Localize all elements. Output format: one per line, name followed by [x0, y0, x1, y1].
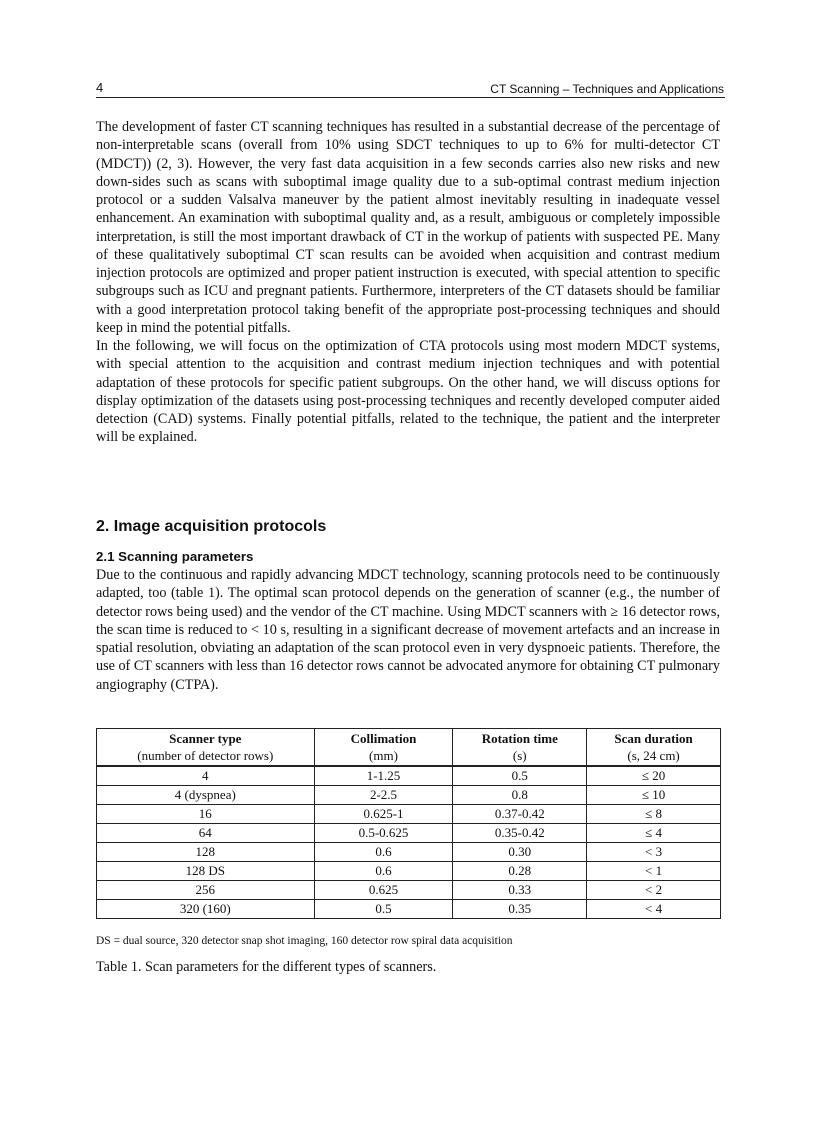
intro-paragraph-2: In the following, we will focus on the optimization of CTA protocols using most modern MDCT systems, with special attention to the acquisition and contrast medium injection techniques and with potential adaptation of these protocols for specific patient subgroups. On the other hand, we will discuss options for display optimization of the datasets using post-processing techniques and recently developed computer aided detection (CAD) systems. Finally potential pitfalls, related to the technique, the patient and the interpreter will be explained. — [96, 338, 720, 446]
table-cell: ≤ 20 — [587, 766, 721, 786]
table-row — [97, 824, 721, 843]
table-cell: 0.37-0.42 — [453, 805, 587, 824]
page-number: 4 — [96, 80, 104, 95]
table-cell: 0.35-0.42 — [453, 824, 587, 843]
table-cell: 128 — [97, 843, 315, 862]
table-cell: 64 — [97, 824, 315, 843]
table-cell: 1-1.25 — [314, 766, 453, 786]
table-cell: 320 (160) — [97, 900, 315, 919]
table-caption: Table 1. Scan parameters for the different types of scanners. — [96, 959, 437, 975]
table-cell: 0.5 — [314, 900, 453, 919]
table-row — [97, 843, 721, 862]
table-row — [97, 786, 721, 805]
header-unit: (number of detector rows) — [137, 748, 274, 763]
table-header-row — [97, 729, 721, 767]
section-heading: 2. Image acquisition protocols — [96, 518, 327, 535]
intro-paragraph-1: The development of faster CT scanning techniques has resulted in a substantial decrease of the percentage of non-interpretable scans (overall from 10% using SDCT techniques to up to 6% for multi-detector CT (MDCT)) (2, 3). However, the very fast data acquisition in a few seconds carries also new risks and new down-sides such as scans with suboptimal image quality due to a sub-optimal contrast medium injection protocol or a sudden Valsalva maneuver by the patient almost inevitably resulting in inadequate vessel enhancement. An examination with suboptimal quality and, as a result, ambiguous or completely impossible interpretation, is still the most important drawback of CT in the workup of patients with suspected PE. Many of these qualitatively suboptimal CT scan results can be avoided when acquisition and contrast medium injection protocols are optimized and proper patient instruction is executed, with special attention to specific subgroups such as ICU and pregnant patients. Furthermore, interpreters of the CT datasets should be familiar with a good interpretation protocol taking benefit of the appropriate post-processing techniques and should keep in mind the potential pitfalls. — [96, 119, 720, 336]
table-cell: 256 — [97, 881, 315, 900]
table-cell: 0.5 — [453, 766, 587, 786]
table-cell: 0.625 — [314, 881, 453, 900]
table-cell: < 4 — [587, 900, 721, 919]
table-cell: 4 — [97, 766, 315, 786]
header-unit: (s, 24 cm) — [627, 748, 680, 763]
header-rule — [96, 97, 725, 98]
table-cell: 0.6 — [314, 843, 453, 862]
table-cell: 2-2.5 — [314, 786, 453, 805]
table-cell: 0.28 — [453, 862, 587, 881]
table-header-cell — [587, 729, 721, 767]
section-2-1-paragraph: Due to the continuous and rapidly advancing MDCT technology, scanning protocols need to be continuously adapted, too (table 1). The optimal scan protocol depends on the generation of scanner (e.g., the number of detector rows being used) and the vendor of the CT machine. Using MDCT scanners with ≥ 16 detector rows, the scan time is reduced to < 10 s, resulting in a significant decrease of movement artefacts and an increase in spatial resolution, obviating an adaptation of the scan protocol even in very dyspnoeic patients. Therefore, the use of CT scanners with less than 16 detector rows cannot be advocated anymore for obtaining CT pulmonary angiography (CTPA). — [96, 567, 720, 693]
table-row — [97, 900, 721, 919]
table-cell: 0.8 — [453, 786, 587, 805]
table-header-cell — [453, 729, 587, 767]
table-row — [97, 766, 721, 786]
table-cell: 4 (dyspnea) — [97, 786, 315, 805]
table-cell: 0.35 — [453, 900, 587, 919]
header-title: Scan duration — [614, 731, 693, 746]
table-cell: 128 DS — [97, 862, 315, 881]
table-cell: 0.5-0.625 — [314, 824, 453, 843]
subsection-heading: 2.1 Scanning parameters — [96, 549, 254, 564]
table-header-cell — [314, 729, 453, 767]
header-unit: (mm) — [369, 748, 398, 763]
table-header-cell — [97, 729, 315, 767]
table-cell: < 2 — [587, 881, 721, 900]
table-cell: < 1 — [587, 862, 721, 881]
table-cell: ≤ 10 — [587, 786, 721, 805]
table-cell: ≤ 8 — [587, 805, 721, 824]
table-cell: 0.625-1 — [314, 805, 453, 824]
table-row — [97, 862, 721, 881]
scan-parameters-table — [96, 728, 721, 919]
header-unit: (s) — [512, 748, 527, 763]
header-title: Rotation time — [481, 731, 558, 746]
header-title: Scanner type — [169, 731, 242, 746]
running-header-title: CT Scanning – Techniques and Applications — [490, 82, 724, 96]
table-row — [97, 805, 721, 824]
table-row — [97, 881, 721, 900]
table-cell: 16 — [97, 805, 315, 824]
table-cell: 0.6 — [314, 862, 453, 881]
intro-text — [96, 118, 720, 447]
table-cell: 0.30 — [453, 843, 587, 862]
table-cell: 0.33 — [453, 881, 587, 900]
table-cell: ≤ 4 — [587, 824, 721, 843]
table-cell: < 3 — [587, 843, 721, 862]
table-footnote: DS = dual source, 320 detector snap shot imaging, 160 detector row spiral data acquisition — [96, 935, 513, 947]
section-2-1-text — [96, 566, 720, 694]
header-title: Collimation — [350, 731, 417, 746]
